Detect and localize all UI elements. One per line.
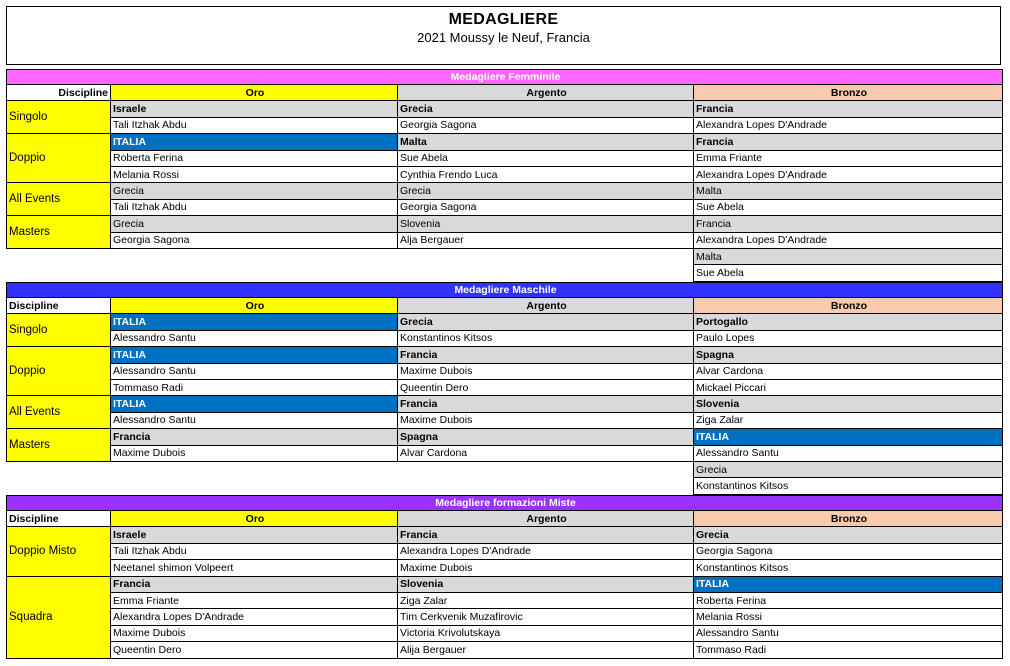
medal-cell: Sue Abela bbox=[694, 265, 1003, 281]
medal-cell: Alexandra Lopes D'Andrade bbox=[694, 117, 1003, 133]
medal-cell: Roberta Ferina bbox=[111, 150, 398, 166]
medal-cell: Tali Itzhak Abdu bbox=[111, 199, 398, 215]
medal-cell: Melania Rossi bbox=[111, 166, 398, 182]
page-title: MEDAGLIERE bbox=[448, 11, 559, 28]
medal-cell: Alexandra Lopes D'Andrade bbox=[398, 543, 694, 559]
header-gold: Oro bbox=[111, 511, 398, 527]
medal-cell: Francia bbox=[111, 429, 398, 445]
medal-cell: Cynthia Frendo Luca bbox=[398, 166, 694, 182]
medal-cell: Malta bbox=[398, 134, 694, 150]
medal-cell: Grecia bbox=[398, 314, 694, 330]
table-femminile bbox=[6, 69, 1003, 282]
header-discipline: Discipline bbox=[7, 511, 111, 527]
header-silver: Argento bbox=[398, 298, 694, 314]
medal-cell: Maxime Dubois bbox=[398, 363, 694, 379]
medal-cell: Alessandro Santu bbox=[111, 330, 398, 346]
section-femminile bbox=[6, 69, 1002, 282]
medal-cell: Georgia Sagona bbox=[694, 543, 1003, 559]
medal-cell: Grecia bbox=[398, 183, 694, 199]
medal-cell: Francia bbox=[694, 101, 1003, 117]
medal-cell: Francia bbox=[111, 576, 398, 592]
medal-cell: Alessandro Santu bbox=[111, 412, 398, 428]
medal-cell: ITALIA bbox=[111, 314, 398, 330]
medal-cell: Neetanel shimon Volpeert bbox=[111, 560, 398, 576]
medal-cell: Alessandro Santu bbox=[694, 445, 1003, 461]
header-bronze: Bronzo bbox=[694, 511, 1003, 527]
medal-cell: Tommaso Radi bbox=[694, 642, 1003, 658]
medal-cell: Georgia Sagona bbox=[398, 199, 694, 215]
medal-cell: Alvar Cardona bbox=[398, 445, 694, 461]
header-bronze: Bronzo bbox=[694, 298, 1003, 314]
medal-cell: Georgia Sagona bbox=[398, 117, 694, 133]
discipline-label: Masters bbox=[7, 429, 111, 462]
section-maschile bbox=[6, 282, 1002, 495]
medal-cell: Sue Abela bbox=[694, 199, 1003, 215]
band-maschile: Medagliere Maschile bbox=[7, 283, 1003, 298]
medal-cell: Portogallo bbox=[694, 314, 1003, 330]
medal-cell: Alexandra Lopes D'Andrade bbox=[111, 609, 398, 625]
discipline-label: Singolo bbox=[7, 101, 111, 134]
medal-cell: Israele bbox=[111, 527, 398, 543]
medal-cell: Grecia bbox=[694, 527, 1003, 543]
medal-cell: Queentin Dero bbox=[111, 642, 398, 658]
discipline-label: Doppio bbox=[7, 134, 111, 183]
medal-cell: Roberta Ferina bbox=[694, 592, 1003, 608]
medal-cell: Tali Itzhak Abdu bbox=[111, 543, 398, 559]
medal-cell: Maxime Dubois bbox=[398, 560, 694, 576]
medal-cell: Malta bbox=[694, 248, 1003, 264]
medal-cell: Ziga Zalar bbox=[694, 412, 1003, 428]
medal-cell: Grecia bbox=[111, 183, 398, 199]
medal-cell: ITALIA bbox=[111, 347, 398, 363]
medal-cell: Spagna bbox=[398, 429, 694, 445]
medal-cell: ITALIA bbox=[111, 134, 398, 150]
medal-cell: Slovenia bbox=[398, 216, 694, 232]
page-subtitle: 2021 Moussy le Neuf, Francia bbox=[417, 30, 590, 45]
medal-cell: Slovenia bbox=[694, 396, 1003, 412]
medal-cell: Tim Cerkvenik Muzafirovic bbox=[398, 609, 694, 625]
discipline-label: Doppio Misto bbox=[7, 527, 111, 576]
medal-cell: ITALIA bbox=[694, 429, 1003, 445]
medal-cell: Maxime Dubois bbox=[111, 445, 398, 461]
medal-cell: Emma Friante bbox=[111, 592, 398, 608]
medal-cell: ITALIA bbox=[111, 396, 398, 412]
medal-cell: Tali Itzhak Abdu bbox=[111, 117, 398, 133]
medal-cell: Paulo Lopes bbox=[694, 330, 1003, 346]
medal-cell: Malta bbox=[694, 183, 1003, 199]
medal-cell: Francia bbox=[694, 216, 1003, 232]
medal-cell: Konstantinos Kitsos bbox=[694, 560, 1003, 576]
header-gold: Oro bbox=[111, 298, 398, 314]
medal-cell: Francia bbox=[398, 347, 694, 363]
medal-cell: Victoria Krivolutskaya bbox=[398, 625, 694, 641]
header-bronze: Bronzo bbox=[694, 85, 1003, 101]
header-silver: Argento bbox=[398, 511, 694, 527]
medal-cell: Melania Rossi bbox=[694, 609, 1003, 625]
discipline-label: All Events bbox=[7, 183, 111, 216]
medal-cell: Queentin Dero bbox=[398, 379, 694, 395]
section-miste bbox=[6, 495, 1002, 659]
discipline-label: All Events bbox=[7, 396, 111, 429]
medal-cell: Spagna bbox=[694, 347, 1003, 363]
header-gold: Oro bbox=[111, 85, 398, 101]
table-miste bbox=[6, 495, 1003, 659]
medal-cell: Alija Bergauer bbox=[398, 642, 694, 658]
medal-cell: Grecia bbox=[694, 461, 1003, 477]
medal-cell: Tommaso Radi bbox=[111, 379, 398, 395]
band-miste: Medagliere formazioni Miste bbox=[7, 496, 1003, 511]
medal-cell: Alessandro Santu bbox=[694, 625, 1003, 641]
report-header bbox=[6, 6, 1001, 65]
medal-cell: Grecia bbox=[398, 101, 694, 117]
medal-cell: Alessandro Santu bbox=[111, 363, 398, 379]
discipline-label: Doppio bbox=[7, 347, 111, 396]
medal-cell: Alexandra Lopes D'Andrade bbox=[694, 232, 1003, 248]
medal-cell: Francia bbox=[398, 396, 694, 412]
discipline-label: Singolo bbox=[7, 314, 111, 347]
discipline-label: Squadra bbox=[7, 576, 111, 658]
medal-cell: Alexandra Lopes D'Andrade bbox=[694, 166, 1003, 182]
medal-cell: Ziga Zalar bbox=[398, 592, 694, 608]
medal-cell: Sue Abela bbox=[398, 150, 694, 166]
table-maschile bbox=[6, 282, 1003, 495]
medal-cell: Georgia Sagona bbox=[111, 232, 398, 248]
medal-cell: Francia bbox=[398, 527, 694, 543]
header-discipline: Discipline bbox=[7, 85, 111, 101]
band-femminile: Medagliere Femminile bbox=[7, 70, 1003, 85]
medal-cell: Grecia bbox=[111, 216, 398, 232]
header-silver: Argento bbox=[398, 85, 694, 101]
medal-cell: Mickael Piccari bbox=[694, 379, 1003, 395]
medal-cell: Maxime Dubois bbox=[398, 412, 694, 428]
medal-cell: ITALIA bbox=[694, 576, 1003, 592]
medal-cell: Slovenia bbox=[398, 576, 694, 592]
medal-cell: Francia bbox=[694, 134, 1003, 150]
medal-cell: Konstantinos Kitsos bbox=[398, 330, 694, 346]
discipline-label: Masters bbox=[7, 216, 111, 249]
medal-cell: Israele bbox=[111, 101, 398, 117]
header-discipline: Discipline bbox=[7, 298, 111, 314]
medal-cell: Alja Bergauer bbox=[398, 232, 694, 248]
medal-cell: Alvar Cardona bbox=[694, 363, 1003, 379]
medal-cell: Emma Friante bbox=[694, 150, 1003, 166]
medal-cell: Maxime Dubois bbox=[111, 625, 398, 641]
medal-cell: Konstantinos Kitsos bbox=[694, 478, 1003, 494]
